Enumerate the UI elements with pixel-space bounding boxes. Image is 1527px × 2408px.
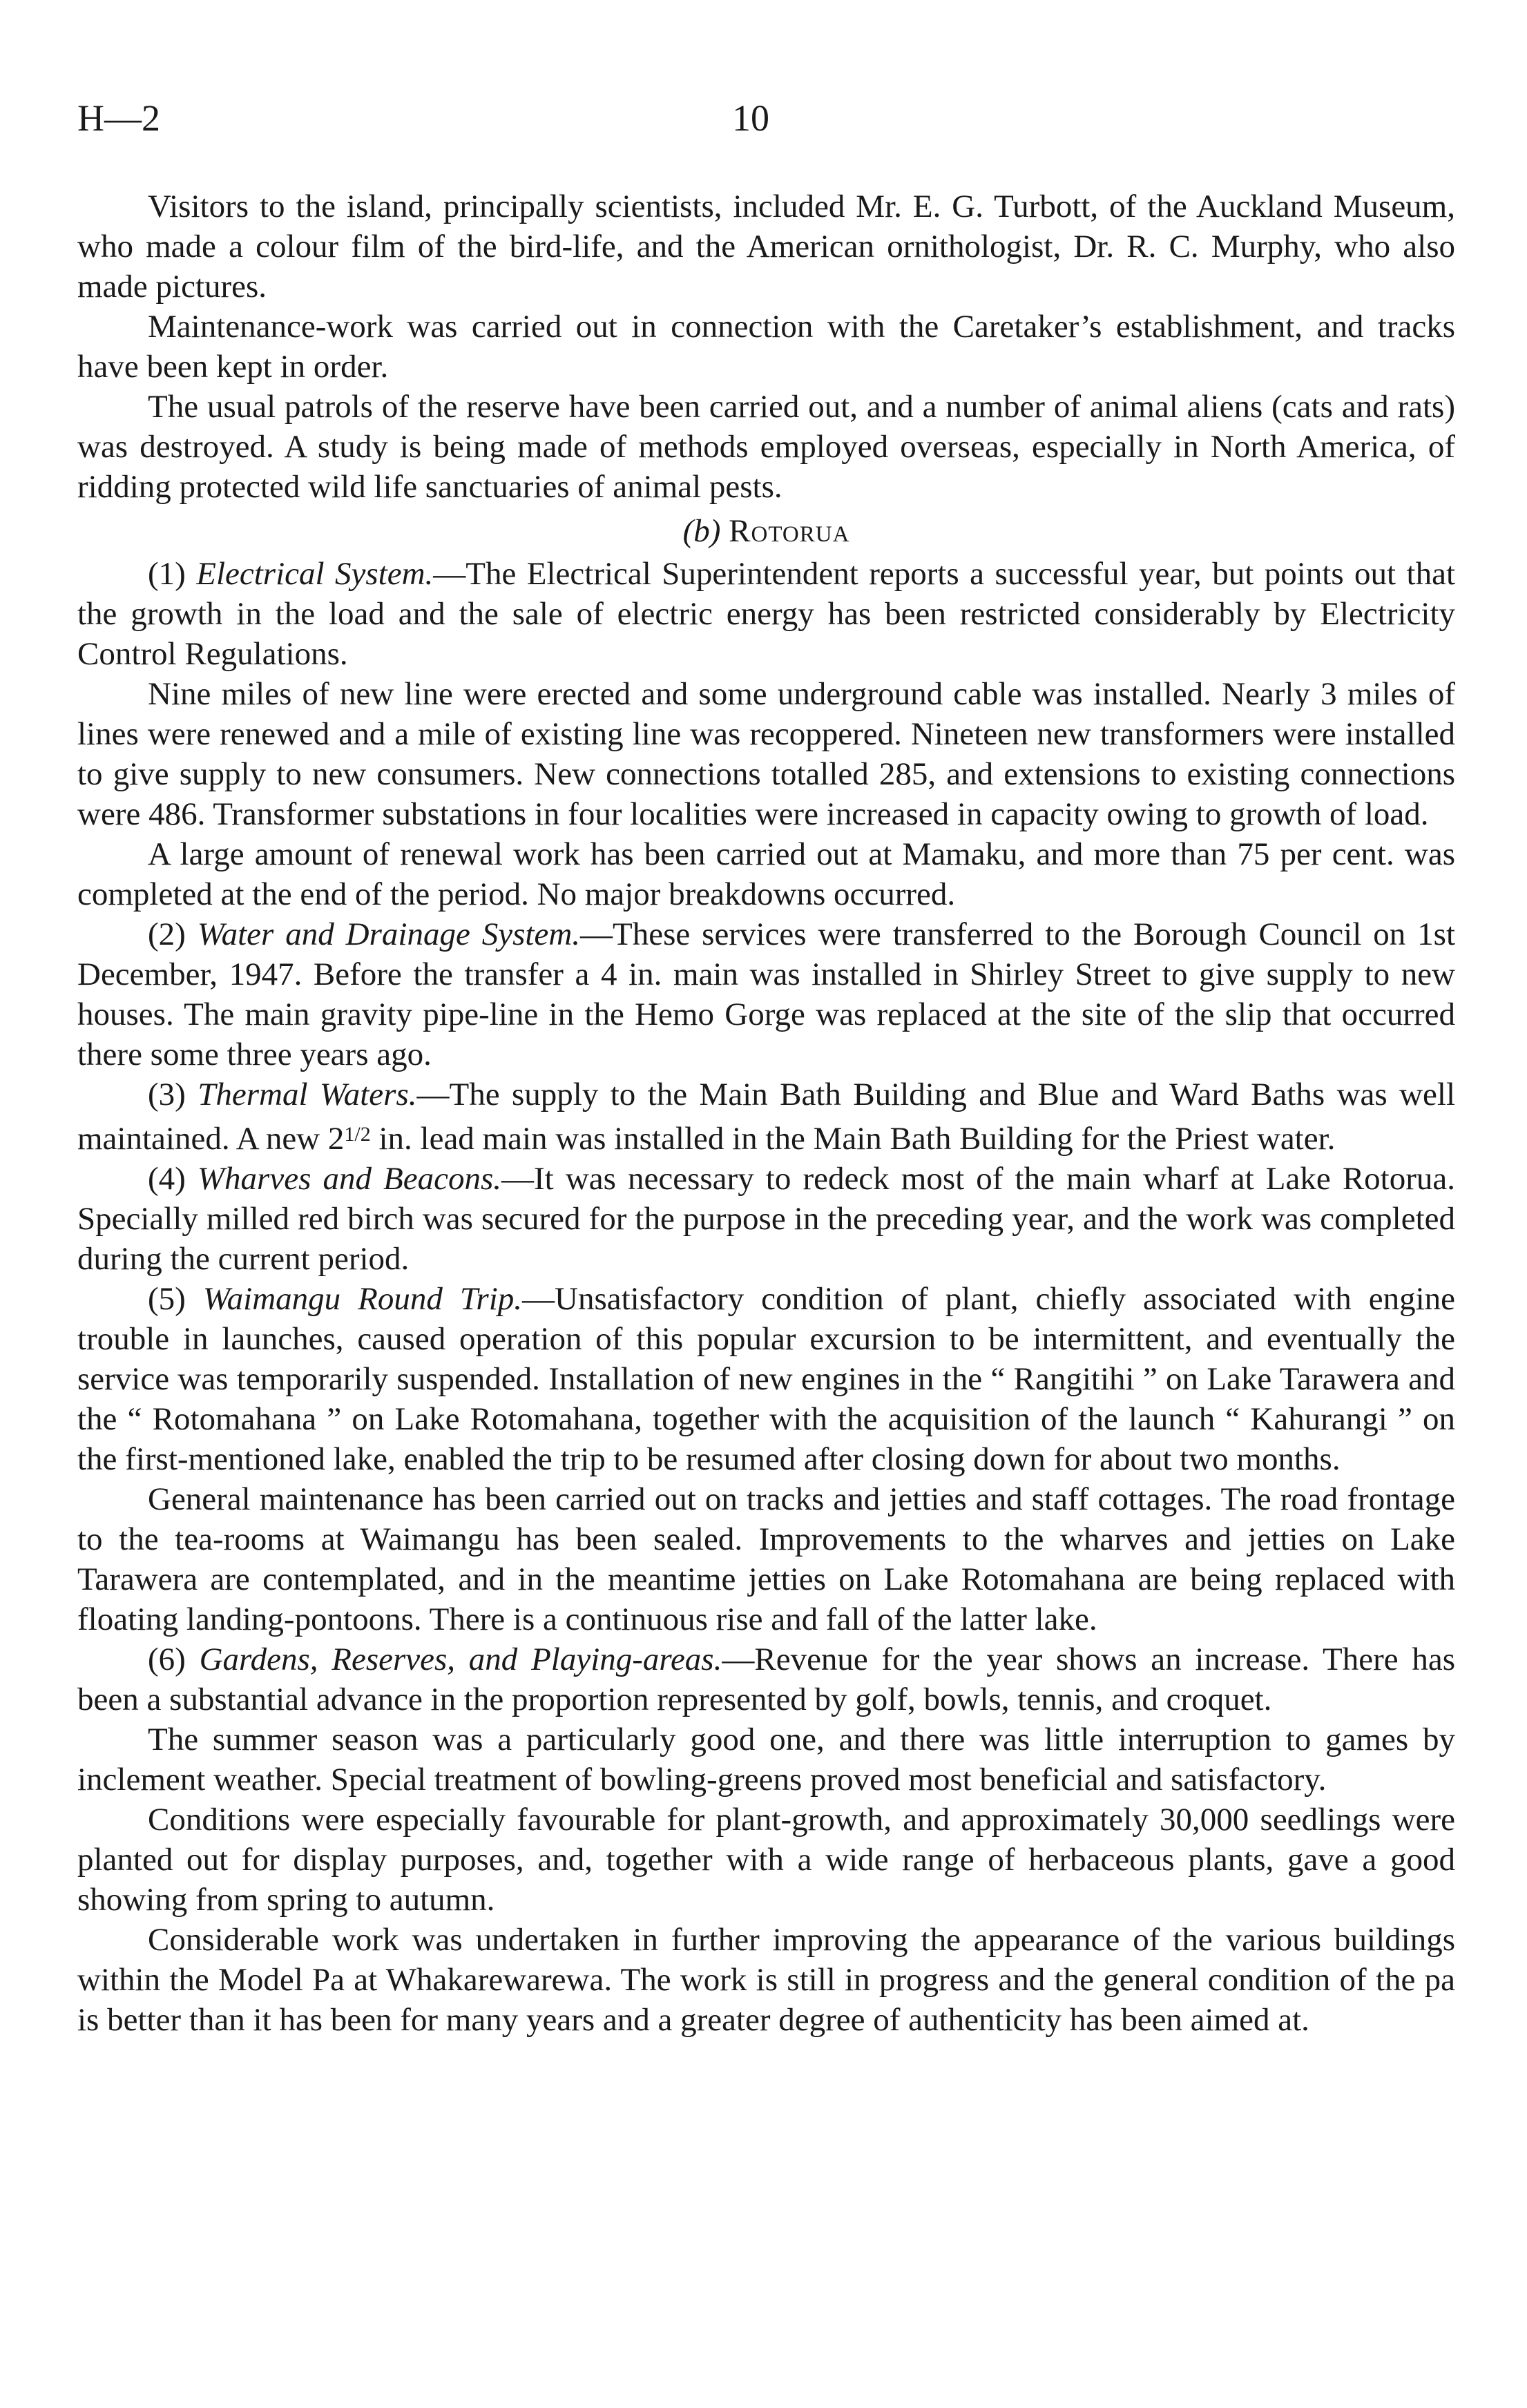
item-number: (5): [148, 1281, 186, 1317]
section-heading-label: (b): [682, 513, 721, 549]
paragraph: [77, 1639, 1455, 1720]
item-text: —It was necessary to redeck most of the main wharf at Lake Rotorua. Specially milled red birch was secured for the purpose in the preceding year, and the work was completed during the current period.: [77, 1161, 1455, 1277]
item-number: (1): [148, 556, 186, 592]
item-title: Waimangu Round Trip.: [202, 1281, 523, 1317]
item-text: —Revenue for the year shows an increase. There has been a substantial advance in the proportion represented by golf, bowls, tennis, and croquet.: [77, 1641, 1456, 1717]
paragraph: The usual patrols of the reserve have been carried out, and a number of animal aliens (cats and rats) was destroyed. A study is being made of methods employed overseas, especially in North America, of ridding protected wild life sanctuaries of animal pests.: [77, 389, 1455, 505]
item-title: Water and Drainage System.: [197, 916, 581, 952]
item-text: —Unsatisfactory condition of plant, chiefly associated with engine trouble in launches, caused operation of this popular excursion to be intermittent, and eventually the service was temporarily suspended. Installation of new engines in the “ Rangitihi ” on Lake Tarawera and the “ Rotomahana ” on Lake Rotomahana, together with the acquisition of the launch “ Kahurangi ” on the first-mentioned lake, enabled the trip to be resumed after closing down for about two months.: [77, 1281, 1456, 1477]
paragraph: [77, 1159, 1455, 1279]
paragraph: Maintenance-work was carried out in connection with the Caretaker’s establishment, and tracks have been kept in order.: [77, 309, 1455, 385]
item-text: —The Electrical Superintendent reports a successful year, but points out that the growth in the load and the sale of electric energy has been restricted considerably by Electricity Control Regulations.: [77, 556, 1456, 672]
paragraph: [77, 1075, 1455, 1159]
item-title: Thermal Waters.: [198, 1077, 417, 1113]
item-number: (4): [148, 1161, 186, 1197]
item-title: Electrical System.: [196, 556, 434, 592]
section-heading: [77, 511, 1455, 551]
item-text: —The supply to the Main Bath Building and Blue and Ward Baths was well maintained. A new 2: [77, 1077, 1455, 1157]
paragraph: [77, 554, 1455, 674]
item-number: (3): [148, 1077, 186, 1113]
paragraph: The summer season was a particularly good one, and there was little interruption to games by inclement weather. Special treatment of bowling-greens proved most beneficial and satisfactory.: [77, 1722, 1455, 1798]
item-text: —These services were transferred to the Borough Council on 1st December, 1947. Before the transfer a 4 in. main was installed in Shirley Street to give supply to new houses. The main gravity pipe-line in the Hemo Gorge was replaced at the site of the slip that occurred there some three years ago.: [77, 916, 1455, 1072]
paragraph: Visitors to the island, principally scientists, included Mr. E. G. Turbott, of the Auckland Museum, who made a colour film of the bird-life, and the American ornithologist, Dr. R. C. Murphy, who also made pictures.: [77, 189, 1455, 305]
item-number: (6): [148, 1641, 186, 1677]
section-heading-title: Rotorua: [729, 513, 850, 549]
item-title: Gardens, Reserves, and Playing-areas.: [199, 1641, 722, 1677]
page-number: 10: [732, 97, 769, 139]
paragraph: Nine miles of new line were erected and some underground cable was installed. Nearly 3 miles of lines were renewed and a mile of existing line was recoppered. Nineteen new transformers were installed to give supply to new consumers. New connections totalled 285, and extensions to existing connections were 486. Transformer substations in four localities were increased in capacity owing to growth of load.: [77, 676, 1455, 832]
paragraph: A large amount of renewal work has been carried out at Mamaku, and more than 75 per cent. was completed at the end of the period. No major breakdowns occurred.: [77, 836, 1455, 912]
paragraph: Considerable work was undertaken in further improving the appearance of the various buildings within the Model Pa at Whakarewarewa. The work is still in progress and the general condition of the pa is better than it has been for many years and a greater degree of authenticity has been aimed at.: [77, 1922, 1455, 2038]
paragraph: General maintenance has been carried out on tracks and jetties and staff cottages. The road frontage to the tea-rooms at Waimangu has been sealed. Improvements to the wharves and jetties on Lake Tarawera are contemplated, and in the meantime jetties on Lake Rotomahana are being replaced with floating landing-pontoons. There is a continuous rise and fall of the latter lake.: [77, 1481, 1455, 1637]
section-code: H—2: [77, 97, 160, 139]
fraction: 1/2: [344, 1123, 371, 1146]
paragraph: [77, 1279, 1455, 1479]
item-text: in. lead main was installed in the Main Bath Building for the Priest water.: [370, 1121, 1336, 1157]
paragraph: [77, 914, 1455, 1075]
paragraph: Conditions were especially favourable for plant-growth, and approximately 30,000 seedlings were planted out for display purposes, and, together with a wide range of herbaceous plants, gave a good showing from spring to autumn.: [77, 1802, 1455, 1918]
body-text: [77, 186, 1455, 2040]
item-number: (2): [148, 916, 186, 952]
item-title: Wharves and Beacons.: [197, 1161, 502, 1197]
